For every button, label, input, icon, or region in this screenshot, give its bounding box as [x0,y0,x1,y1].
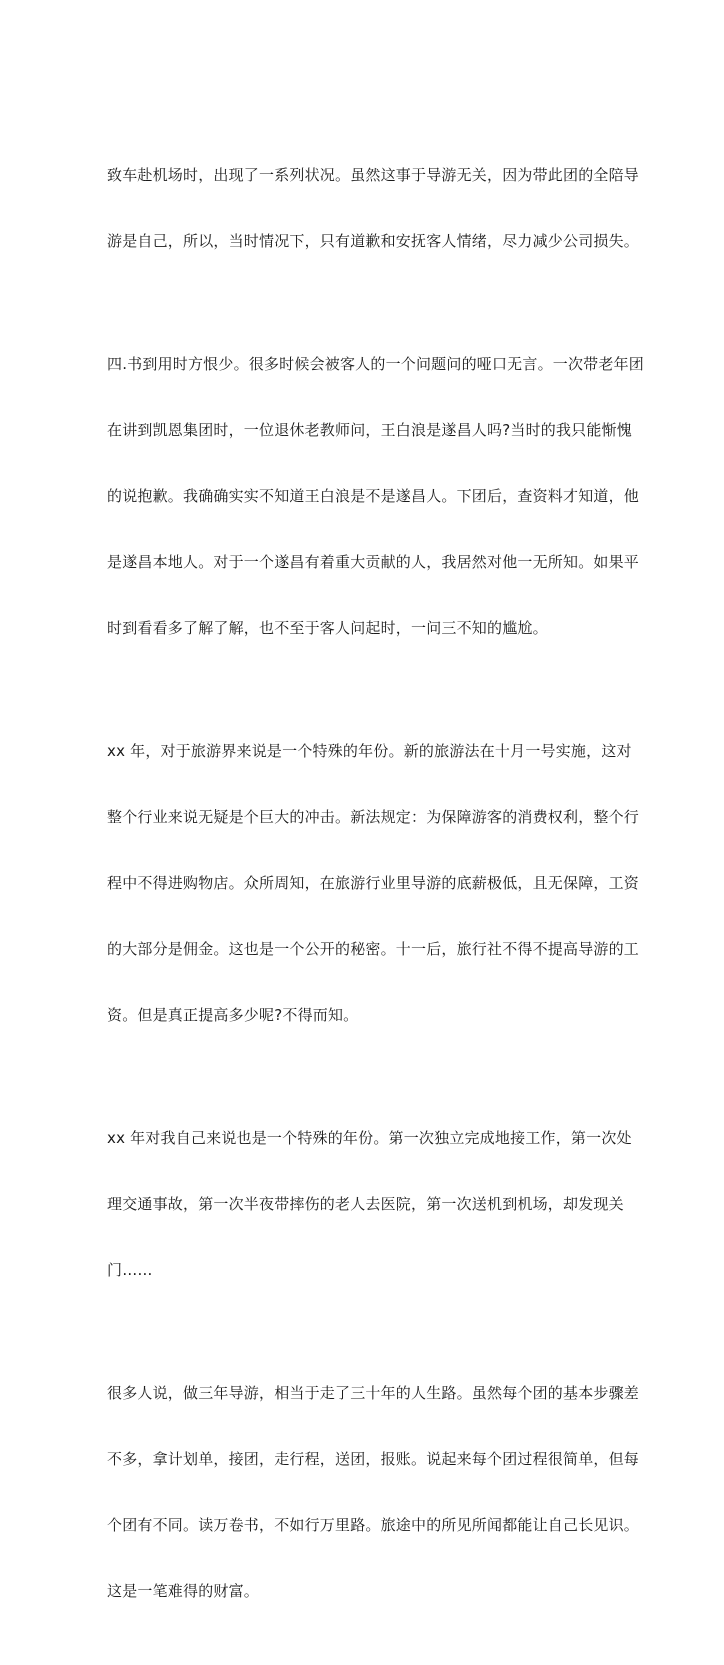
text-line: 致车赴机场时，出现了一系列状况。虽然这事于导游无关，因为带此团的全陪导 [107,166,640,184]
text-line: 程中不得进购物店。众所周知，在旅游行业里导游的底薪极低，且无保障，工资 [107,874,640,892]
text-line: xx 年对我自己来说也是一个特殊的年份。第一次独立完成地接工作，第一次处 [107,1129,632,1147]
text-line: 的大部分是佣金。这也是一个公开的秘密。十一后，旅行社不得不提高导游的工 [107,940,640,958]
text-line: 这是一笔难得的财富。 [107,1582,260,1600]
text-line: 的说抱歉。我确确实实不知道王白浪是不是遂昌人。下团后，查资料才知道，他 [107,487,640,505]
text-line: 时到看看多了解了解，也不至于客人问起时，一问三不知的尴尬。 [107,619,548,637]
paragraph-2 [107,315,644,678]
text-line: xx 年，对于旅游界来说是一个特殊的年份。新的旅游法在十月一号实施，这对 [107,742,632,760]
text-line: 不多，拿计划单，接团，走行程，送团，报账。说起来每个团过程很简单，但每 [107,1450,640,1468]
text-line: 在讲到凯恩集团时，一位退休老教师问，王白浪是遂昌人吗?当时的我只能惭愧 [107,421,632,439]
paragraph-3 [107,702,640,1065]
text-line: 游是自己，所以，当时情况下，只有道歉和安抚客人情绪，尽力减少公司损失。 [107,232,640,250]
text-line: 资。但是真正提高多少呢?不得而知。 [107,1006,359,1024]
paragraph-1 [107,126,640,291]
text-line: 整个行业来说无疑是个巨大的冲击。新法规定：为保障游客的消费权利，整个行 [107,808,640,826]
text-line: 门…… [107,1261,153,1279]
text-line: 很多人说，做三年导游，相当于走了三十年的人生路。虽然每个团的基本步骤差 [107,1384,640,1402]
text-line: 四.书到用时方恨少。很多时候会被客人的一个问题问的哑口无言。一次带老年团 [107,355,644,373]
text-line: 理交通事故，第一次半夜带摔伤的老人去医院，第一次送机到机场，却发现关 [107,1195,624,1213]
document-body [107,126,644,1665]
text-line: 个团有不同。读万卷书，不如行万里路。旅途中的所见所闻都能让自己长见识。 [107,1516,640,1534]
text-line: 是遂昌本地人。对于一个遂昌有着重大贡献的人，我居然对他一无所知。如果平 [107,553,640,571]
paragraph-4 [107,1089,632,1320]
paragraph-5 [107,1344,640,1641]
